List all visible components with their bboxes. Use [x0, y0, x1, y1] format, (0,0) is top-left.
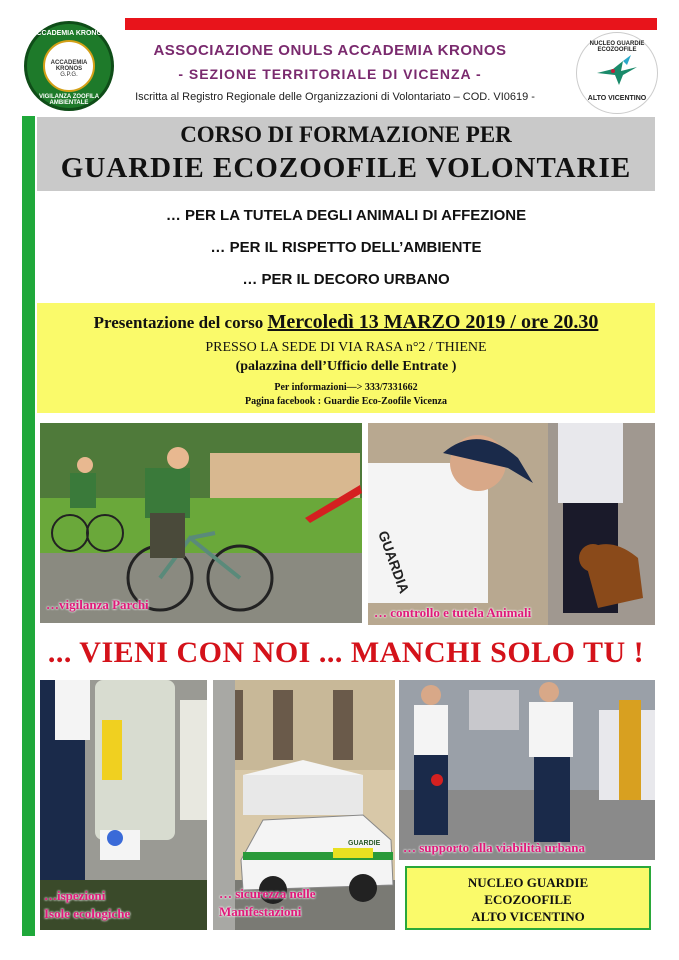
traffic-guards-illustration [399, 680, 655, 860]
nucleo-line-1: NUCLEO GUARDIE [467, 875, 589, 890]
info-facebook: Pagina facebook : Guardie Eco-Zoofile Vicenza [245, 396, 447, 407]
car-label: GUARDIE [348, 840, 381, 847]
title-line-2: GUARDIE ECOZOOFILE VOLONTARIE [60, 152, 632, 184]
caption-islands-2: Isole ecologiche [44, 906, 131, 921]
caption-events-1: … sicurezza nelle [219, 886, 316, 901]
tagline-environment: … PER IL RISPETTO DELL’AMBIENTE [210, 239, 482, 256]
left-green-bar [22, 116, 35, 936]
presentation-address: PRESSO LA SEDE DI VIA RASA n°2 / THIENE [205, 340, 487, 355]
photo-animals [368, 423, 655, 625]
dog-check-illustration [368, 423, 655, 625]
caption-events-2: Manifestazioni [219, 904, 302, 919]
caption-parks: …vigilanza Parchi [46, 597, 149, 612]
park-cyclists-illustration [40, 423, 362, 623]
hummingbird-icon [593, 53, 641, 91]
nucleo-line-2: ECOZOOFILE [484, 892, 572, 907]
accademia-kronos-logo: ACCADEMIA KRONOS ACCADEMIA KRONOS G.P.G. VIGILANZA ZOOFILA AMBIENTALE [24, 21, 114, 111]
info-phone: Per informazioni—> 333/7331662 [274, 382, 418, 393]
presentation-line: Presentazione del corso Mercoledì 13 MARZO 2019 / ore 20.30 [93, 311, 599, 333]
caption-islands-1: …ispezioni [44, 888, 106, 903]
caption-traffic: … supporto alla viabilità urbana [403, 840, 586, 855]
presentation-date: Mercoledì 13 MARZO 2019 / ore 20.30 [267, 311, 599, 333]
tagline-animals: … PER LA TUTELA DEGLI ANIMALI DI AFFEZIONE [165, 207, 527, 224]
caption-animals: … controllo e tutela Animali [374, 605, 532, 620]
photo-islands [40, 680, 207, 930]
top-red-bar [125, 18, 657, 30]
title-line-1: CORSO DI FORMAZIONE PER [180, 122, 512, 147]
slogan: ... VIENI CON NOI ... MANCHI SOLO TU ! [47, 636, 645, 669]
shirt-text: GUARDIA [375, 528, 413, 596]
registry-line: Iscritta al Registro Regionale delle Organizzazioni di Volontariato – COD. VI0619 - [135, 91, 535, 103]
presentation-building: (palazzina dell’Ufficio delle Entrate ) [235, 359, 457, 374]
photo-traffic [399, 680, 655, 860]
section-name: - SEZIONE TERRITORIALE DI VICENZA - [178, 66, 482, 82]
nucleo-logo: NUCLEO GUARDIE ECOZOOFILE ALTO VICENTINO [576, 32, 658, 114]
tagline-urban: … PER IL DECORO URBANO [242, 271, 450, 288]
nucleo-line-3: ALTO VICENTINO [471, 909, 585, 924]
photo-parks [40, 423, 362, 623]
photo-events [213, 680, 395, 930]
org-name: ASSOCIAZIONE ONULS ACCADEMIA KRONOS [153, 42, 507, 59]
nucleo-box [405, 866, 651, 930]
